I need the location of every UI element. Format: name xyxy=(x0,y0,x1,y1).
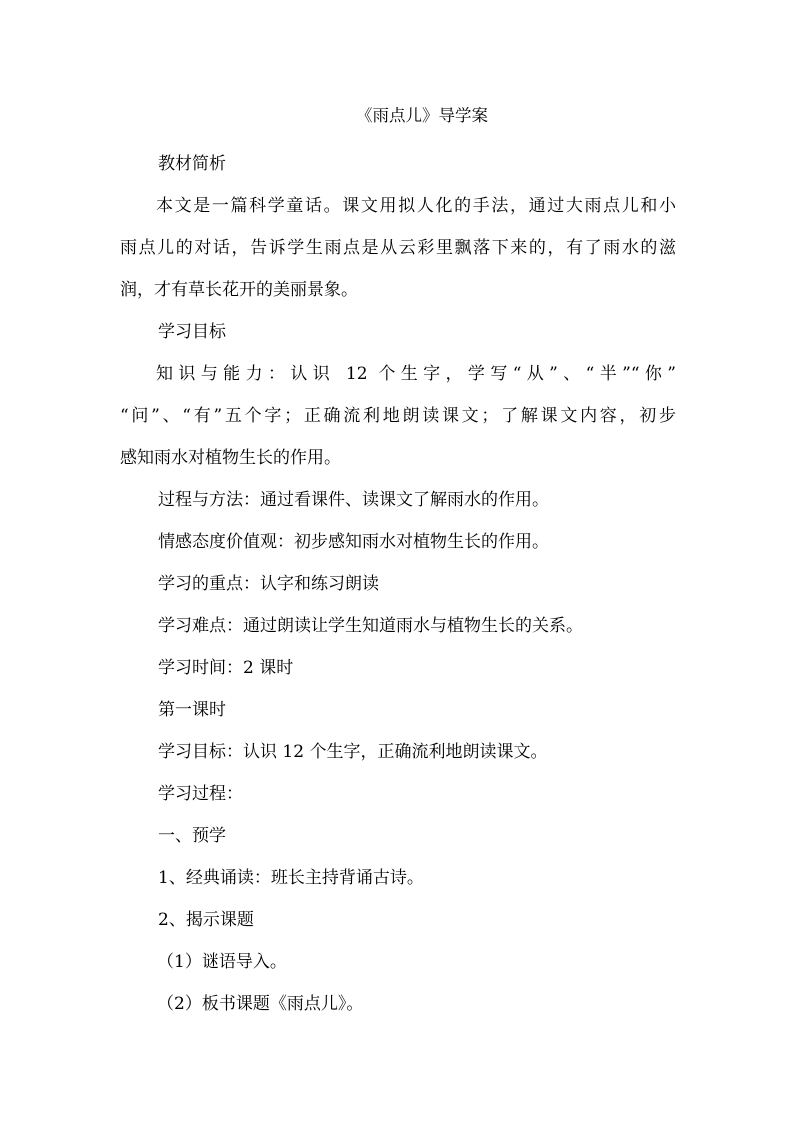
process-heading: 学习过程： xyxy=(158,784,243,804)
document-body xyxy=(120,143,676,1025)
list-item: 1、经典诵读：班长主持背诵古诗。 xyxy=(158,868,424,888)
paragraph-line: 本文是一篇科学童话。课文用拟人化的手法，通过大雨点儿和小 xyxy=(156,196,676,216)
list-item: 2、揭示课题 xyxy=(158,910,254,930)
paragraph-line: 雨点儿的对话，告诉学生雨点是从云彩里飘落下来的，有了雨水的滋 xyxy=(120,238,676,258)
paragraph-line: 润，才有草长花开的美丽景象。 xyxy=(120,280,358,300)
lesson-one-heading: 第一课时 xyxy=(158,700,226,720)
sub-list-item: （1）谜语导入。 xyxy=(157,952,287,972)
sub-list-item: （2）板书课题《雨点儿》。 xyxy=(157,994,364,1014)
emotion-line: 情感态度价值观：初步感知雨水对植物生长的作用。 xyxy=(158,532,549,552)
key-point-line: 学习的重点：认字和练习朗读 xyxy=(158,574,379,594)
process-method-line: 过程与方法：通过看课件、读课文了解雨水的作用。 xyxy=(158,490,549,510)
analysis-paragraph xyxy=(120,185,676,311)
step-one-heading: 一、预学 xyxy=(158,826,226,846)
paragraph-line: 感知雨水对植物生长的作用。 xyxy=(120,448,341,468)
paragraph-line: “问”、“有”五个字；正确流利地朗读课文；了解课文内容，初步 xyxy=(120,406,676,426)
section-heading-analysis: 教材简析 xyxy=(158,154,226,174)
document-title: 《雨点儿》导学案 xyxy=(356,106,488,125)
knowledge-paragraph xyxy=(120,353,676,479)
difficulty-line: 学习难点：通过朗读让学生知道雨水与植物生长的关系。 xyxy=(158,616,583,636)
paragraph-line: 知识与能力：认识 12 个生字，学写“从”、“半”“你” xyxy=(156,364,676,384)
lesson-one-goal-line: 学习目标：认识 12 个生字，正确流利地朗读课文。 xyxy=(158,742,548,762)
time-line: 学习时间：2 课时 xyxy=(158,658,294,678)
section-heading-goals: 学习目标 xyxy=(158,322,226,342)
